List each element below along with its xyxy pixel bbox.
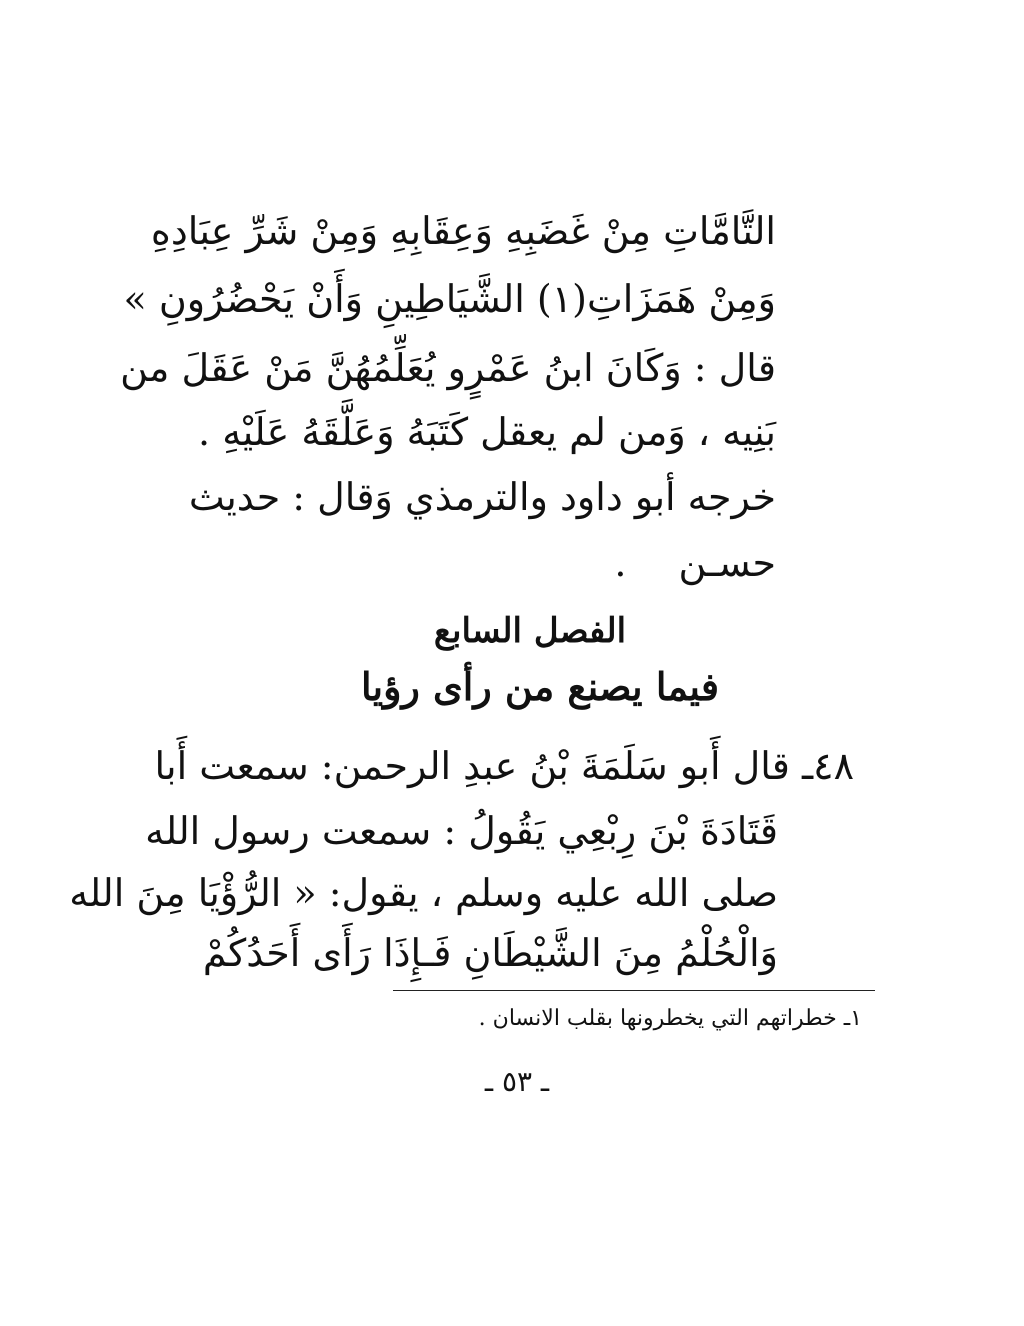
- section-title: الفصل السابع: [433, 611, 627, 651]
- paragraph-2-line-3: صلى الله عليه وسلم ، يقول: « الرُّؤْيَا مِنَ الله: [69, 871, 778, 915]
- paragraph-2-line-2: قَتَادَةَ بْنَ رِبْعِي يَقُولُ : سمعت رسول الله: [145, 809, 778, 853]
- footnote: ١ـ خطراتهم التي يخطرونها بقلب الانسان .: [478, 1006, 862, 1031]
- page-number: ـ ٥٣ ـ: [484, 1065, 550, 1098]
- footnote-separator: [393, 990, 875, 991]
- paragraph-1-line-3: قال : وَكَانَ ابنُ عَمْرٍو يُعَلِّمُهُنَّ مَنْ عَقَلَ من: [120, 346, 776, 390]
- section-subtitle: فيما يصنع من رأى رؤيا: [360, 664, 720, 709]
- paragraph-1-line-1: التَّامَّاتِ مِنْ غَضَبِهِ وَعِقَابِهِ وَمِنْ شَرِّ عِبَادِهِ: [150, 209, 776, 253]
- paragraph-1-line-6: حسـن .: [614, 541, 776, 585]
- paragraph-1-line-4: بَنِيه ، وَمن لم يعقل كَتَبَهُ وَعَلَّقَهُ عَلَيْهِ .: [198, 410, 776, 454]
- paragraph-1-line-5: خرجه أبو داود والترمذي وَقال : حديث: [188, 475, 776, 519]
- paragraph-2-line-4: وَالْحُلْمُ مِنَ الشَّيْطَانِ فَـإِذَا رَأَى أَحَدُكُمْ: [202, 931, 778, 975]
- paragraph-1-line-2: وَمِنْ هَمَزَاتِ(١) الشَّيَاطِينِ وَأَنْ يَحْضُرُونِ »: [123, 277, 776, 321]
- paragraph-2-line-1: ٤٨ـ قال أَبو سَلَمَةَ بْنُ عبدِ الرحمن: سمعت أَبا: [154, 744, 854, 788]
